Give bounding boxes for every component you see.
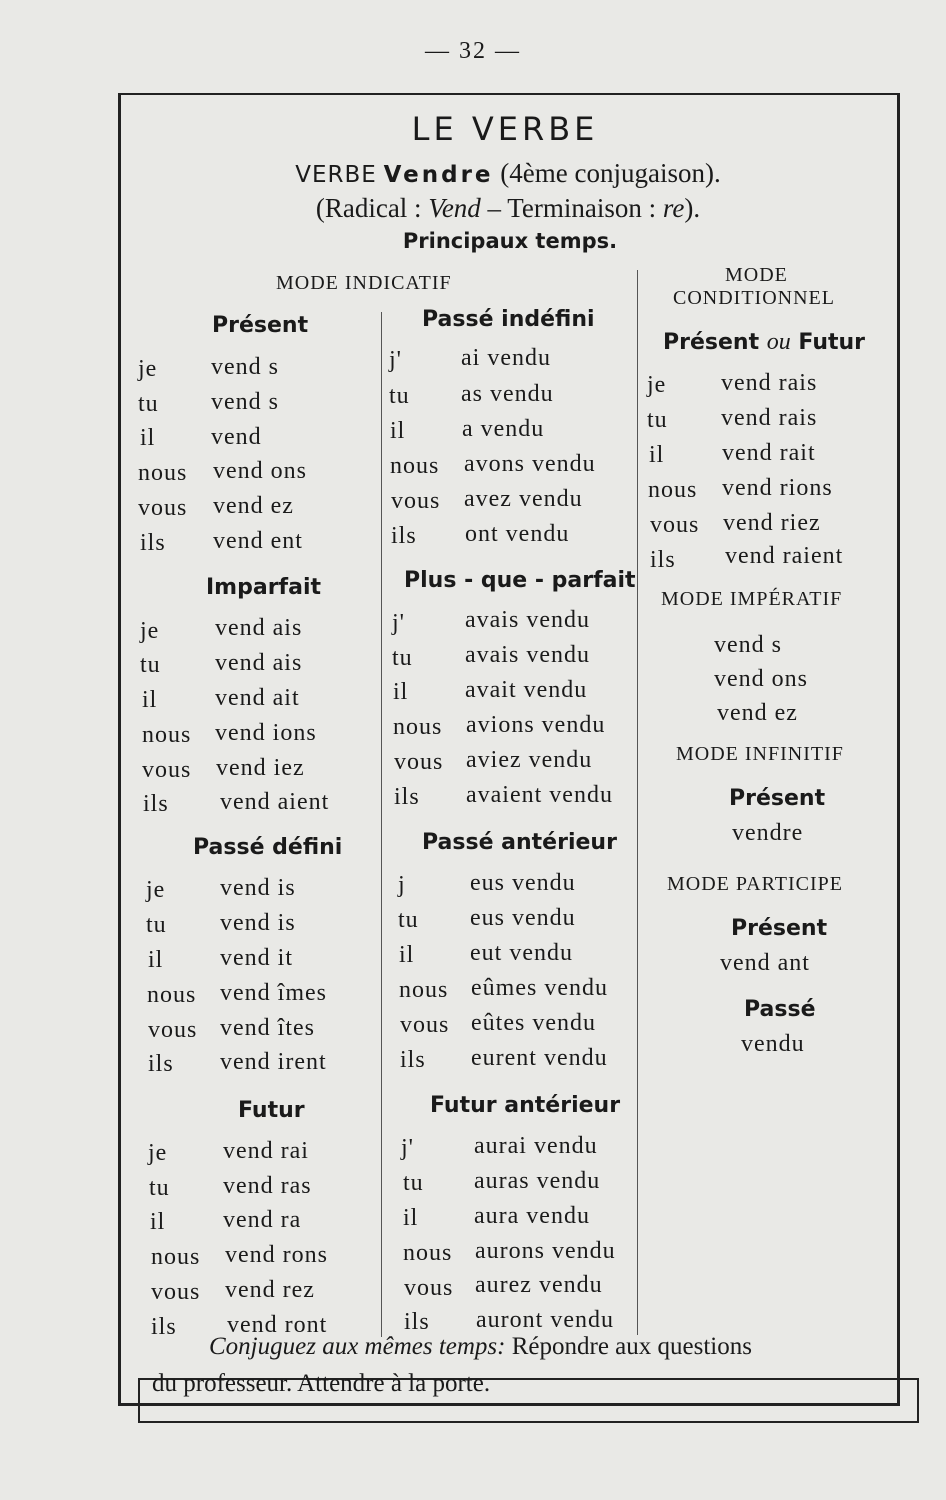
passe-anterieur-form-2: eus vendu: [470, 905, 576, 931]
principaux-heading: Principaux temps.: [402, 229, 618, 253]
passe-anterieur-form-4: eûmes vendu: [471, 975, 608, 1001]
passe-indefini-form-2: as vendu: [461, 381, 554, 407]
passe-indefini-form-4: avons vendu: [464, 451, 596, 477]
conditionnel-form-3: vend rait: [722, 440, 816, 466]
plus-que-parfait-pronoun-5: vous: [394, 749, 444, 775]
termination-value: re: [662, 193, 685, 223]
imparfait-form-6: vend aient: [220, 789, 330, 815]
mode-indicatif: MODE INDICATIF: [276, 272, 452, 294]
conditionnel-form-2: vend rais: [721, 405, 818, 431]
present-pronoun-5: vous: [138, 495, 188, 521]
imparfait-form-3: vend ait: [215, 685, 300, 711]
mode-imperatif: MODE IMPÉRATIF: [661, 588, 843, 610]
passe-indefini-form-6: ont vendu: [465, 521, 570, 547]
plus-que-parfait-pronoun-1: j': [392, 610, 405, 636]
futur-anterieur-form-4: aurons vendu: [475, 1238, 616, 1264]
passe-anterieur-pronoun-6: ils: [400, 1047, 426, 1073]
radical-line: [0, 193, 946, 224]
mode-conditionnel-line1: MODE: [725, 264, 788, 286]
present-form-1: vend s: [211, 354, 279, 380]
frame-footer-bottom-border: [138, 1421, 919, 1423]
imparfait-pronoun-4: nous: [142, 722, 192, 748]
tense-passe-anterieur-title: Passé antérieur: [422, 830, 617, 855]
passe-anterieur-form-6: eurent vendu: [471, 1045, 608, 1071]
column-divider-left: [381, 312, 382, 1337]
passe-indefini-pronoun-1: j': [389, 347, 402, 373]
present-pronoun-6: ils: [140, 530, 166, 556]
futur-form-5: vend rez: [225, 1277, 315, 1303]
plus-que-parfait-pronoun-4: nous: [393, 714, 443, 740]
passe-indefini-pronoun-4: nous: [390, 453, 440, 479]
mode-conditionnel-line2: CONDITIONNEL: [673, 287, 835, 309]
tense-imparfait-title: Imparfait: [206, 575, 322, 600]
present-form-3: vend: [211, 424, 262, 450]
conditionnel-pronoun-3: il: [649, 442, 665, 468]
passe-indefini-form-1: ai vendu: [461, 345, 551, 371]
passe-anterieur-pronoun-5: vous: [400, 1012, 450, 1038]
futur-anterieur-pronoun-4: nous: [403, 1240, 453, 1266]
footer-instruction-line2: du professeur. Attendre à la porte.: [152, 1370, 491, 1397]
tense-futur-title: Futur: [238, 1098, 305, 1123]
futur-anterieur-form-5: aurez vendu: [475, 1272, 603, 1298]
page-title: LE VERBE: [411, 110, 599, 148]
conditionnel-pronoun-6: ils: [650, 547, 676, 573]
plus-que-parfait-pronoun-6: ils: [394, 784, 420, 810]
futur-pronoun-1: je: [148, 1140, 168, 1166]
passe-defini-pronoun-4: nous: [147, 982, 197, 1008]
page-number: — 32 —: [425, 38, 521, 64]
futur-anterieur-pronoun-6: ils: [404, 1309, 430, 1335]
passe-indefini-form-3: a vendu: [462, 416, 545, 442]
passe-defini-pronoun-5: vous: [148, 1017, 198, 1043]
plus-que-parfait-form-2: avais vendu: [465, 642, 590, 668]
passe-indefini-form-5: avez vendu: [464, 486, 583, 512]
present-pronoun-1: je: [138, 356, 158, 382]
plus-que-parfait-form-5: aviez vendu: [466, 747, 593, 773]
tense-plus-que-parfait-title: Plus - que - parfait: [404, 568, 636, 593]
futur-form-3: vend ra: [223, 1207, 302, 1233]
conditionnel-form-4: vend rions: [722, 475, 833, 501]
tense-infinitif-present-title: Présent: [729, 786, 826, 811]
passe-indefini-pronoun-2: tu: [389, 383, 410, 409]
passe-indefini-pronoun-6: ils: [391, 523, 417, 549]
futur-anterieur-form-1: aurai vendu: [474, 1133, 598, 1159]
passe-anterieur-pronoun-2: tu: [398, 907, 419, 933]
futur-anterieur-pronoun-2: tu: [403, 1170, 424, 1196]
passe-anterieur-form-5: eûtes vendu: [471, 1010, 596, 1036]
participe-present-value: vend ant: [720, 950, 810, 976]
passe-defini-form-3: vend it: [220, 945, 293, 971]
imparfait-form-1: vend ais: [215, 615, 303, 641]
imparfait-form-5: vend iez: [216, 755, 305, 781]
passe-defini-form-4: vend îmes: [220, 980, 327, 1006]
mode-participe: MODE PARTICIPE: [667, 873, 843, 895]
futur-anterieur-form-6: auront vendu: [476, 1307, 614, 1333]
tense-passe-defini-title: Passé défini: [193, 835, 343, 860]
conditionnel-title-b: Futur: [790, 330, 866, 355]
passe-anterieur-form-1: eus vendu: [470, 870, 576, 896]
passe-defini-pronoun-6: ils: [148, 1051, 174, 1077]
passe-defini-form-1: vend is: [220, 875, 296, 901]
present-form-6: vend ent: [213, 528, 303, 554]
infinitif-value: vendre: [732, 820, 804, 846]
plus-que-parfait-form-1: avais vendu: [465, 607, 590, 633]
futur-anterieur-form-3: aura vendu: [474, 1203, 590, 1229]
passe-defini-form-5: vend îtes: [220, 1015, 315, 1041]
termination-label: – Terminaison :: [480, 193, 663, 223]
imparfait-form-4: vend ions: [215, 720, 317, 746]
imparfait-pronoun-2: tu: [140, 652, 161, 678]
futur-pronoun-6: ils: [151, 1314, 177, 1340]
imparfait-pronoun-6: ils: [143, 791, 169, 817]
passe-anterieur-pronoun-4: nous: [399, 977, 449, 1003]
frame-footer-left-border: [138, 1378, 140, 1423]
plus-que-parfait-form-3: avait vendu: [465, 677, 588, 703]
tense-participe-passe-title: Passé: [744, 997, 816, 1022]
radical-suffix: ).: [684, 193, 701, 223]
conditionnel-pronoun-5: vous: [650, 512, 700, 538]
futur-pronoun-2: tu: [149, 1175, 170, 1201]
tense-participe-present-title: Présent: [731, 916, 828, 941]
radical-value: Vend: [428, 193, 481, 223]
futur-pronoun-3: il: [150, 1209, 166, 1235]
present-pronoun-4: nous: [138, 460, 188, 486]
futur-anterieur-form-2: auras vendu: [474, 1168, 601, 1194]
conditionnel-title-ou: ou: [766, 329, 791, 355]
radical-prefix: (Radical :: [315, 193, 429, 223]
futur-form-1: vend rai: [223, 1138, 309, 1164]
present-pronoun-2: tu: [138, 391, 159, 417]
passe-defini-form-6: vend irent: [220, 1049, 327, 1075]
verb-name: Vendre: [383, 162, 494, 188]
footer-line1-text: Répondre aux questions: [505, 1333, 752, 1360]
imperatif-form-1: vend s: [714, 632, 782, 658]
passe-anterieur-form-3: eut vendu: [470, 940, 573, 966]
passe-defini-form-2: vend is: [220, 910, 296, 936]
present-form-5: vend ez: [213, 493, 294, 519]
imparfait-form-2: vend ais: [215, 650, 303, 676]
mode-infinitif: MODE INFINITIF: [676, 743, 844, 765]
conditionnel-form-1: vend rais: [721, 370, 818, 396]
passe-anterieur-pronoun-1: j: [398, 872, 406, 898]
futur-form-4: vend rons: [225, 1242, 328, 1268]
imparfait-pronoun-3: il: [142, 687, 158, 713]
passe-indefini-pronoun-5: vous: [391, 488, 441, 514]
passe-defini-pronoun-2: tu: [146, 912, 167, 938]
futur-anterieur-pronoun-1: j': [401, 1135, 414, 1161]
present-form-4: vend ons: [213, 458, 307, 484]
participe-passe-value: vendu: [741, 1031, 805, 1057]
tense-passe-indefini-title: Passé indéfini: [422, 307, 595, 332]
conditionnel-form-6: vend raient: [725, 543, 844, 569]
conditionnel-form-5: vend riez: [723, 510, 821, 536]
verb-conjugation: (4ème conjugaison).: [500, 158, 721, 188]
imperatif-form-2: vend ons: [714, 666, 808, 692]
passe-defini-pronoun-1: je: [146, 877, 166, 903]
plus-que-parfait-pronoun-2: tu: [392, 645, 413, 671]
passe-defini-pronoun-3: il: [148, 947, 164, 973]
imparfait-pronoun-5: vous: [142, 757, 192, 783]
passe-indefini-pronoun-3: il: [390, 418, 406, 444]
futur-form-6: vend ront: [227, 1312, 328, 1338]
tense-present-title: Présent: [212, 313, 309, 338]
present-form-2: vend s: [211, 389, 279, 415]
tense-futur-anterieur-title: Futur antérieur: [430, 1093, 621, 1118]
conditionnel-pronoun-1: je: [647, 372, 667, 398]
imperatif-form-3: vend ez: [717, 700, 798, 726]
conditionnel-pronoun-2: tu: [647, 407, 668, 433]
passe-anterieur-pronoun-3: il: [399, 942, 415, 968]
present-pronoun-3: il: [140, 425, 156, 451]
plus-que-parfait-pronoun-3: il: [393, 679, 409, 705]
futur-pronoun-5: vous: [151, 1279, 201, 1305]
futur-pronoun-4: nous: [151, 1244, 201, 1270]
frame-footer-right-border: [917, 1378, 919, 1423]
verb-label: VERBE: [295, 162, 377, 188]
futur-anterieur-pronoun-5: vous: [404, 1275, 454, 1301]
column-divider-right: [637, 270, 638, 1335]
verb-heading: [0, 158, 946, 189]
conditionnel-pronoun-4: nous: [648, 477, 698, 503]
footer-italic: Conjuguez aux mêmes temps:: [209, 1333, 506, 1360]
plus-que-parfait-form-6: avaient vendu: [466, 782, 613, 808]
imparfait-pronoun-1: je: [140, 618, 160, 644]
conditionnel-title-a: Présent: [663, 330, 767, 355]
plus-que-parfait-form-4: avions vendu: [466, 712, 606, 738]
tense-conditionnel-title: [663, 329, 865, 356]
futur-anterieur-pronoun-3: il: [403, 1205, 419, 1231]
futur-form-2: vend ras: [223, 1173, 312, 1199]
footer-instruction-line1: [209, 1333, 752, 1361]
